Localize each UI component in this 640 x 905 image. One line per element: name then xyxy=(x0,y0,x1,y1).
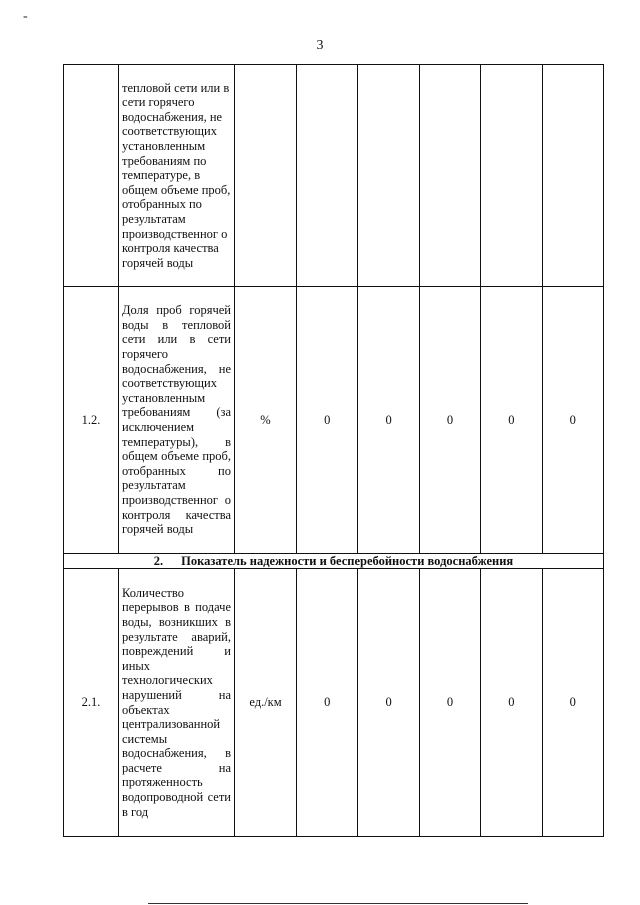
margin-dash: - xyxy=(23,9,28,24)
value-cell xyxy=(542,65,603,287)
value-cell xyxy=(481,65,542,287)
value-cell xyxy=(297,65,358,287)
value-cell: 0 xyxy=(419,569,480,837)
value-cell: 0 xyxy=(481,287,542,554)
unit-cell: % xyxy=(235,287,297,554)
page-number: 3 xyxy=(316,38,324,53)
value-cell xyxy=(419,65,480,287)
value-cell: 0 xyxy=(297,569,358,837)
value-cell: 0 xyxy=(297,287,358,554)
indicator-name: тепловой сети или в сети горячего водоснабжения, не соответствующих установленным требованиям по температуре, в общем объеме проб, отобранных по результатам производственног о контроля качества горячей воды xyxy=(119,65,235,287)
section-title: Показатель надежности и бесперебойности водоснабжения xyxy=(181,553,514,568)
section-number: 2. xyxy=(153,553,164,568)
row-number xyxy=(64,65,119,287)
value-cell: 0 xyxy=(481,569,542,837)
table-row xyxy=(64,287,604,554)
indicator-name: Доля проб горячей воды в тепловой сети или в сети горячего водоснабжения, не соответствующих установленным требованиям (за исключением температуры), в общем объеме проб, отобранных по результатам производственног о контроля качества горячей воды xyxy=(119,287,235,554)
value-cell: 0 xyxy=(358,569,419,837)
row-number: 2.1. xyxy=(64,569,119,837)
unit-cell: ед./км xyxy=(235,569,297,837)
row-number: 1.2. xyxy=(64,287,119,554)
value-cell: 0 xyxy=(358,287,419,554)
section-header xyxy=(64,554,604,569)
indicator-name: Количество перерывов в подаче воды, возникших в результате аварий, повреждений и иных технологических нарушений на объектах централизованной системы водоснабжения, в расчете на протяженность водопроводной сети в год xyxy=(119,569,235,837)
value-cell: 0 xyxy=(542,287,603,554)
value-cell: 0 xyxy=(542,569,603,837)
value-cell xyxy=(358,65,419,287)
value-cell: 0 xyxy=(419,287,480,554)
indicators-table xyxy=(63,64,604,837)
unit-cell xyxy=(235,65,297,287)
table-row xyxy=(64,569,604,837)
section-header-row xyxy=(64,554,604,569)
table-row xyxy=(64,65,604,287)
page-bottom-rule xyxy=(148,903,528,904)
